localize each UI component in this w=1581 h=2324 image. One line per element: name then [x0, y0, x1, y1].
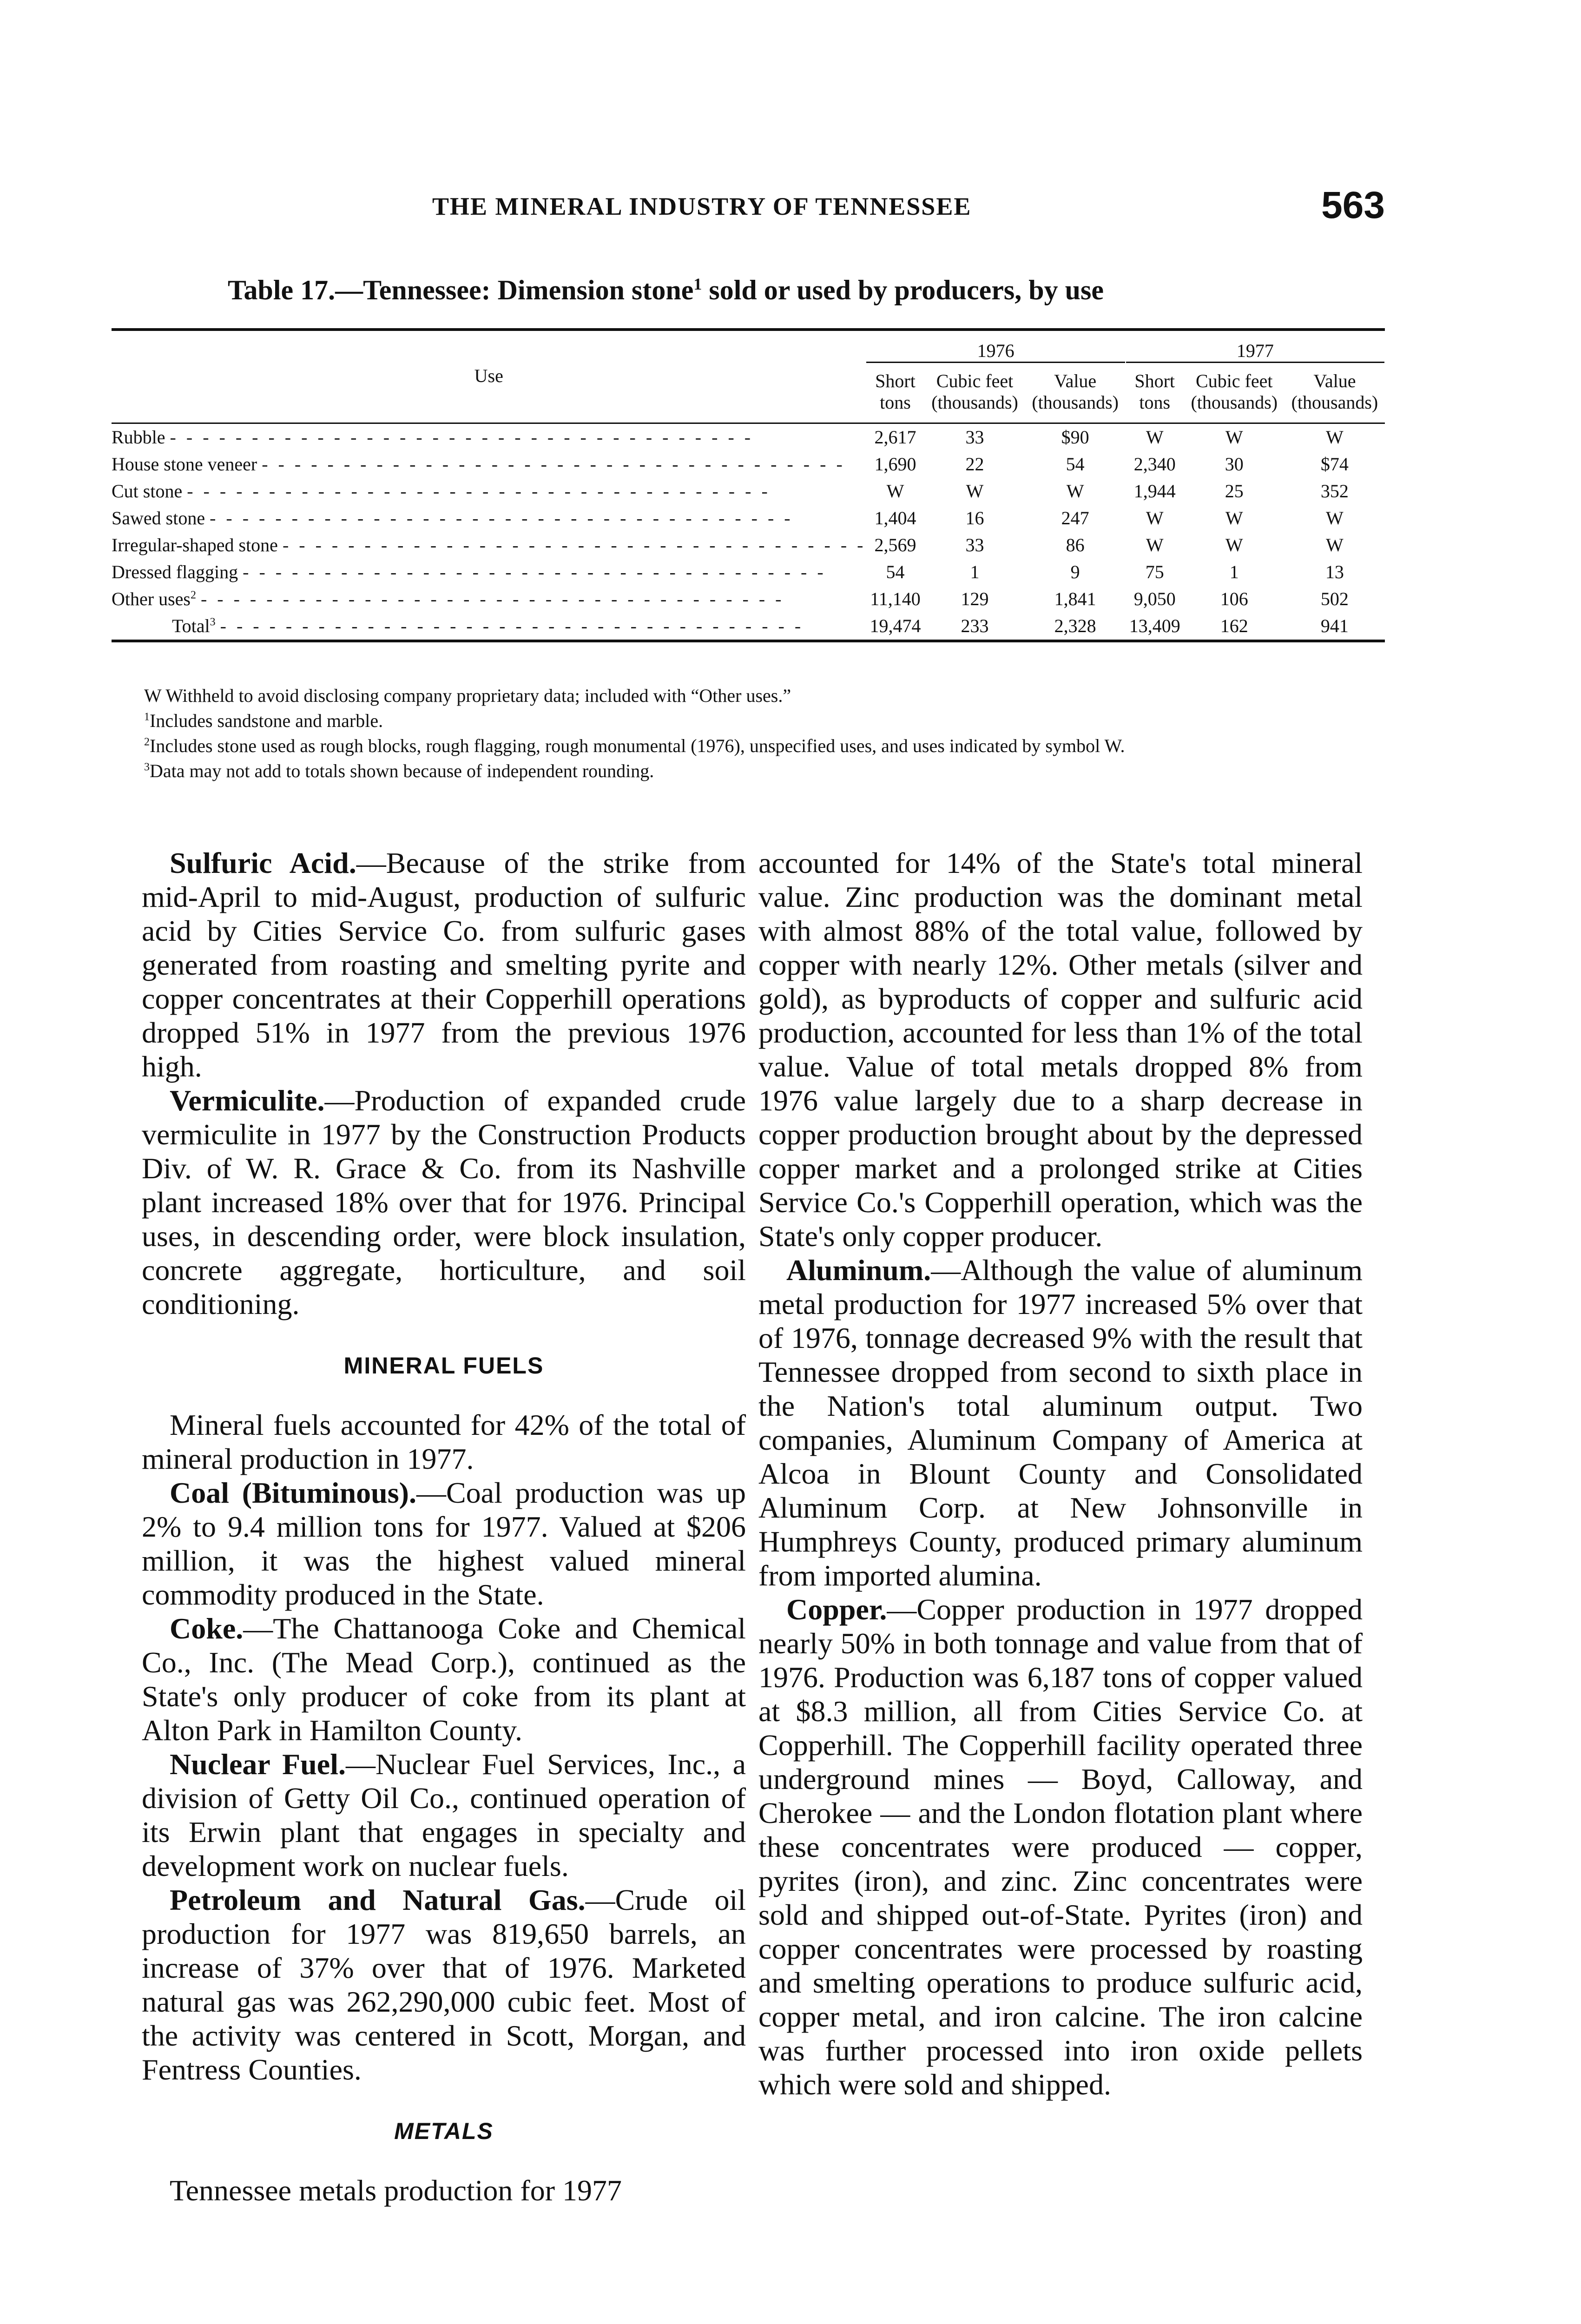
- table-cell: 22: [965, 454, 984, 475]
- total-label: Total$^3$ - - - - - - - - - - - - - - - - - - - - - - - - - - - - - - - - - - - -: [172, 615, 804, 636]
- table-cell: 75: [1145, 561, 1164, 582]
- paragraph-aluminum: Aluminum.—Although the value of aluminum metal production for 1977 increased 5% over that of 1976, tonnage decreased 9% with the result that Tennessee dropped from second to sixth place in the Nation's total aluminum output. Two companies, Aluminum Company of America at Alcoa in Blount County and Consolidated Aluminum Corp. at New Johnsonville in Humphreys County, produced primary aluminum from imported alumina.: [758, 1254, 1363, 1592]
- table-cell: 129: [961, 588, 989, 609]
- dimension-stone-table: [112, 328, 1385, 642]
- table-row: [112, 532, 1385, 559]
- table-cell: 13: [1325, 561, 1344, 582]
- table-cell: 1,841: [1054, 588, 1096, 609]
- table-cell: W: [1225, 427, 1243, 448]
- year-1977-label: 1977: [1126, 340, 1384, 363]
- running-head: [112, 184, 1385, 225]
- column-header: Short tons: [875, 370, 916, 413]
- table-row: [112, 559, 1385, 586]
- total-cell: 162: [1220, 615, 1248, 636]
- table-cell: W: [1146, 535, 1164, 555]
- table-cell: 2,569: [874, 535, 916, 555]
- paragraph-sulfuric-acid: Sulfuric Acid.—Because of the strike from mid-April to mid-August, production of sulfuric acid by Cities Service Co. from sulfuric gases generated from roasting and smelting pyrite and copper concentrates at their Copperhill operations dropped 51% in 1977 from the previous 1976 high.: [142, 846, 746, 1083]
- table-total-row: [112, 613, 1385, 641]
- paragraph-metals: Tennessee metals production for 1977: [170, 2174, 622, 2207]
- table-cell: 1,944: [1133, 481, 1176, 502]
- table-cell: 9,050: [1133, 588, 1176, 609]
- table-cell: W: [1146, 508, 1164, 528]
- section-heading-metals: METALS: [394, 2118, 494, 2144]
- running-title: THE MINERAL INDUSTRY OF TENNESSEE: [432, 192, 972, 220]
- table-cell: 352: [1320, 481, 1349, 502]
- row-label: Other uses$^2$ - - - - - - - - - - - - - - - - - - - - - - - - - - - - - - - - - - - -: [112, 588, 784, 609]
- table-cell: 33: [965, 427, 984, 448]
- table-cell: 1: [970, 561, 980, 582]
- table-row: [112, 478, 1385, 505]
- paragraph-vermiculite: Vermiculite.—Production of expanded crude vermiculite in 1977 by the Construction Products Div. of W. R. Grace & Co. from its Nashville plant increased 18% over that for 1976. Principal uses, in descending order, were block insulation, concrete aggregate, horticulture, and soil conditioning.: [142, 1084, 746, 1320]
- column-header: Value (thousands): [1291, 370, 1378, 413]
- table-cell: 1,690: [874, 454, 916, 475]
- table-cell: 2,340: [1133, 454, 1176, 475]
- table-cell: 247: [1061, 508, 1089, 528]
- page-number: 563: [1321, 184, 1385, 226]
- table-cell: 9: [1070, 561, 1080, 582]
- table-footnotes: [112, 683, 1385, 784]
- paragraph-mineral-fuels: Mineral fuels accounted for 42% of the total of mineral production in 1977.: [142, 1408, 746, 1475]
- table-cell: 106: [1220, 588, 1248, 609]
- table-cell: W: [1066, 481, 1084, 502]
- table-cell: W: [1146, 427, 1164, 448]
- table-cell: W: [1225, 535, 1243, 555]
- paragraph-coal: Coal (Bituminous).—Coal production was up 2% to 9.4 million tons for 1977. Valued at $206 million, it was the highest valued mineral commodity produced in the State.: [142, 1476, 746, 1611]
- year-1976-label: 1976: [866, 340, 1125, 363]
- column-header: Cubic feet (thousands): [931, 370, 1018, 413]
- table-cell: 16: [965, 508, 984, 528]
- total-cell: 13,409: [1129, 615, 1180, 636]
- table-cell: 25: [1225, 481, 1244, 502]
- table-row: [112, 451, 1385, 478]
- row-label: House stone veneer - - - - - - - - - - - - - - - - - - - - - - - - - - - - - - - - - - - -: [112, 454, 845, 475]
- table-cell: 11,140: [870, 588, 921, 609]
- table-cell: W: [886, 481, 904, 502]
- total-cell: 2,328: [1054, 615, 1096, 636]
- table-title-footnote-ref: 1: [693, 275, 702, 293]
- row-label: Rubble - - - - - - - - - - - - - - - - - - - - - - - - - - - - - - - - - - - -: [112, 427, 754, 448]
- row-label: Sawed stone - - - - - - - - - - - - - - - - - - - - - - - - - - - - - - - - - - - -: [112, 508, 793, 528]
- row-label: Cut stone - - - - - - - - - - - - - - - - - - - - - - - - - - - - - - - - - - - -: [112, 481, 771, 502]
- footnote-w: W Withheld to avoid disclosing company proprietary data; included with “Other uses.”: [144, 685, 791, 706]
- footnote-2: $^2$Includes stone used as rough blocks, rough flagging, rough monumental (1976), unspecified uses, and uses indicated by symbol W.: [144, 735, 1125, 756]
- table-cell: 86: [1066, 535, 1085, 555]
- table-cell: 1,404: [874, 508, 916, 528]
- total-cell: 233: [961, 615, 989, 636]
- right-text-column: [758, 846, 1363, 2101]
- left-text-column: [142, 846, 746, 2207]
- table-cell: 2,617: [874, 427, 916, 448]
- table-cell: 54: [1066, 454, 1085, 475]
- table-cell: 54: [886, 561, 905, 582]
- row-label: Irregular-shaped stone - - - - - - - - - - - - - - - - - - - - - - - - - - - - - - - - - - - -: [112, 535, 866, 555]
- total-cell: 19,474: [870, 615, 921, 636]
- column-header: Short tons: [1134, 370, 1175, 413]
- footnote-3: $^3$Data may not add to totals shown because of independent rounding.: [144, 760, 654, 781]
- paragraph-nuclear-fuel: Nuclear Fuel.—Nuclear Fuel Services, Inc., a division of Getty Oil Co., continued operation of its Erwin plant that engages in specialty and development work on nuclear fuels.: [142, 1748, 746, 1882]
- paragraph-coke: Coke.—The Chattanooga Coke and Chemical Co., Inc. (The Mead Corp.), continued as the State's only producer of coke from its plant at Alton Park in Hamilton County.: [142, 1612, 746, 1747]
- table-title: [228, 274, 1104, 306]
- footnote-1: $^1$Includes sandstone and marble.: [144, 710, 383, 731]
- year-header-1977: [1126, 330, 1385, 366]
- table-cell: W: [966, 481, 984, 502]
- table-cell: W: [1225, 508, 1243, 528]
- table-row: [112, 423, 1385, 451]
- paragraph-metals-continued: accounted for 14% of the State's total mineral value. Zinc production was the dominant metal with almost 88% of the total value, followed by copper with nearly 12%. Other metals (silver and gold), as byproducts of copper and sulfuric acid production, accounted for less than 1% of the total value. Value of total metals dropped 8% from 1976 value largely due to a sharp decrease in copper production brought about by the depressed copper market and a prolonged strike at Cities Service Co.'s Copperhill operation, which was the State's only copper producer.: [758, 846, 1363, 1253]
- table-cell: 1: [1229, 561, 1239, 582]
- table-cell: W: [1326, 535, 1344, 555]
- column-header: Value (thousands): [1032, 370, 1119, 413]
- table-cell: 33: [965, 535, 984, 555]
- table-cell: 30: [1225, 454, 1244, 475]
- total-cell: 941: [1320, 615, 1349, 636]
- table-title-text: Table 17.—Tennessee: Dimension stone: [228, 275, 694, 305]
- paragraph-copper: Copper.—Copper production in 1977 dropped nearly 50% in both tonnage and value from that of 1976. Production was 6,187 tons of copper valued at $8.3 million, all from Cities Service Co. at Copperhill. The Copperhill facility operated three underground mines — Boyd, Calloway, and Cherokee — and the London flotation plant where these concentrates were produced — copper, pyrites (iron), and zinc. Zinc concentrates were sold and shipped out-of-State. Pyrites (iron) and copper concentrates were processed by roasting and smelting operations to produce sulfuric acid, copper metal, and iron calcine. The iron calcine was further processed into iron oxide pellets which were sold and shipped.: [758, 1593, 1363, 2101]
- table-cell: 502: [1320, 588, 1349, 609]
- year-header-1976: [866, 330, 1125, 366]
- row-label: Dressed flagging - - - - - - - - - - - - - - - - - - - - - - - - - - - - - - - - - - - -: [112, 561, 826, 582]
- column-header: Cubic feet (thousands): [1191, 370, 1278, 413]
- table-cell: W: [1326, 508, 1344, 528]
- table-cell: W: [1326, 427, 1344, 448]
- use-column-header: Use: [112, 330, 866, 423]
- table-cell: $74: [1320, 454, 1349, 475]
- table-title-text-end: sold or used by producers, by use: [702, 275, 1104, 305]
- table-row: [112, 586, 1385, 613]
- table-cell: $90: [1061, 427, 1089, 448]
- section-heading-mineral-fuels: MINERAL FUELS: [343, 1353, 544, 1379]
- paragraph-petroleum: Petroleum and Natural Gas.—Crude oil production for 1977 was 819,650 barrels, an increase of 37% over that of 1976. Marketed natural gas was 262,290,000 cubic feet. Most of the activity was centered in Scott, Morgan, and Fentress Counties.: [142, 1883, 746, 2086]
- data-table: [112, 328, 1385, 642]
- table-row: [112, 505, 1385, 532]
